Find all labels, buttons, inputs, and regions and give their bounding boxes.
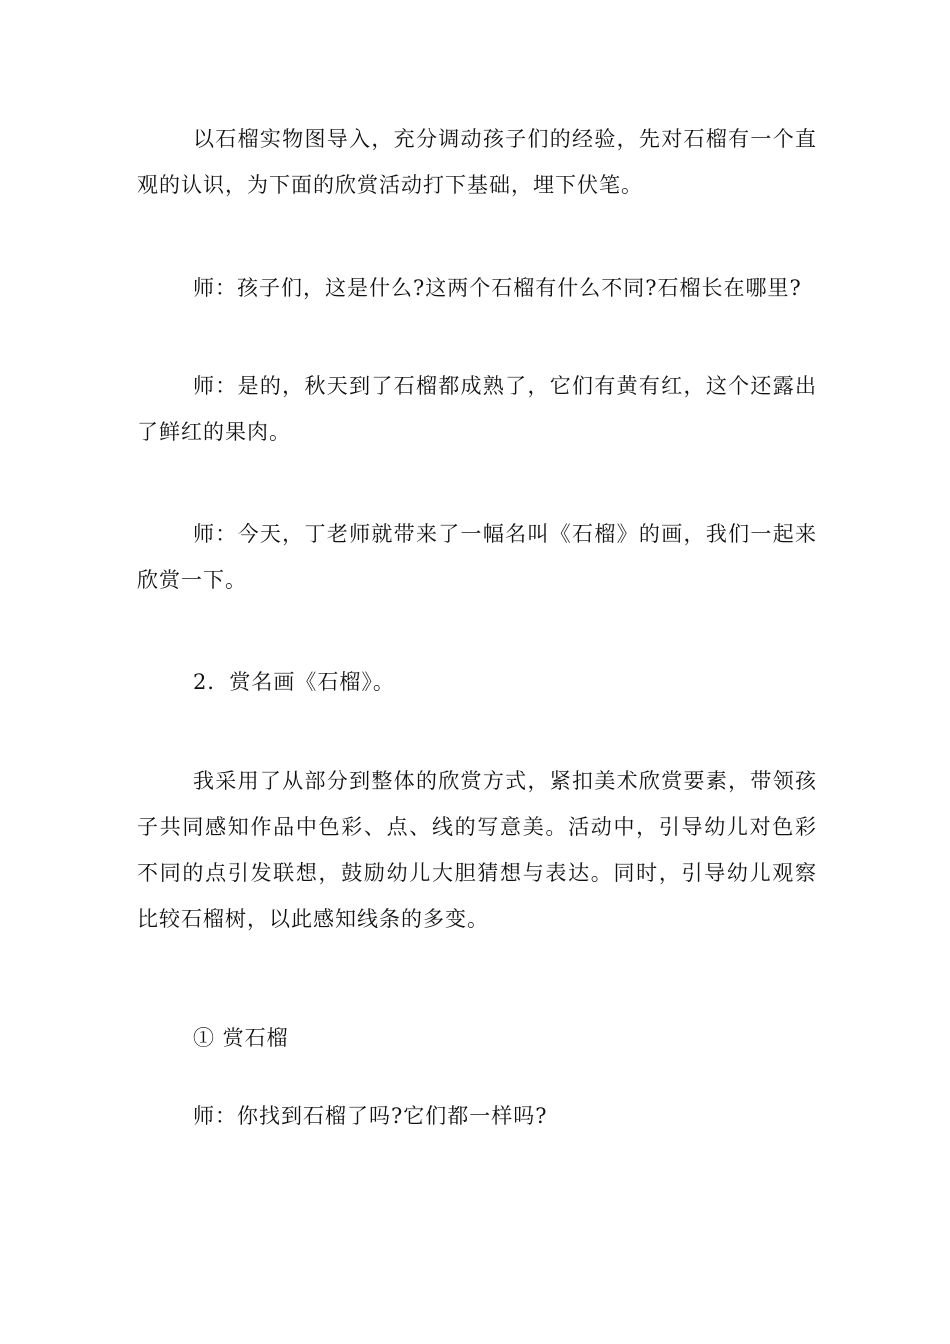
section-heading-2: 2．赏名画《石榴》。 [193,670,395,694]
paragraph-teacher-find: 师：你找到石榴了吗?它们都一样吗? [193,1104,548,1128]
paragraph-teacher-question: 师：孩子们，这是什么?这两个石榴有什么不同?石榴长在哪里? [193,276,802,300]
paragraph-teacher-autumn: 师：是的，秋天到了石榴都成熟了，它们有黄有红，这个还露出了鲜红的果肉。 [137,374,817,444]
paragraph-method: 我采用了从部分到整体的欣赏方式，紧扣美术欣赏要素，带领孩子共同感知作品中色彩、点、线的写意美。活动中，引导幼儿对色彩不同的点引发联想，鼓励幼儿大胆猜想与表达。同时，引导幼儿观察比较石榴树，以此感知线条的多变。 [137,769,817,931]
subsection-heading-1: ① 赏石榴 [193,1026,289,1050]
paragraph-teacher-painting: 师：今天，丁老师就带来了一幅名叫《石榴》的画，我们一起来欣赏一下。 [137,522,817,592]
paragraph-intro: 以石榴实物图导入，充分调动孩子们的经验，先对石榴有一个直观的认识，为下面的欣赏活动打下基础，埋下伏笔。 [137,127,817,197]
